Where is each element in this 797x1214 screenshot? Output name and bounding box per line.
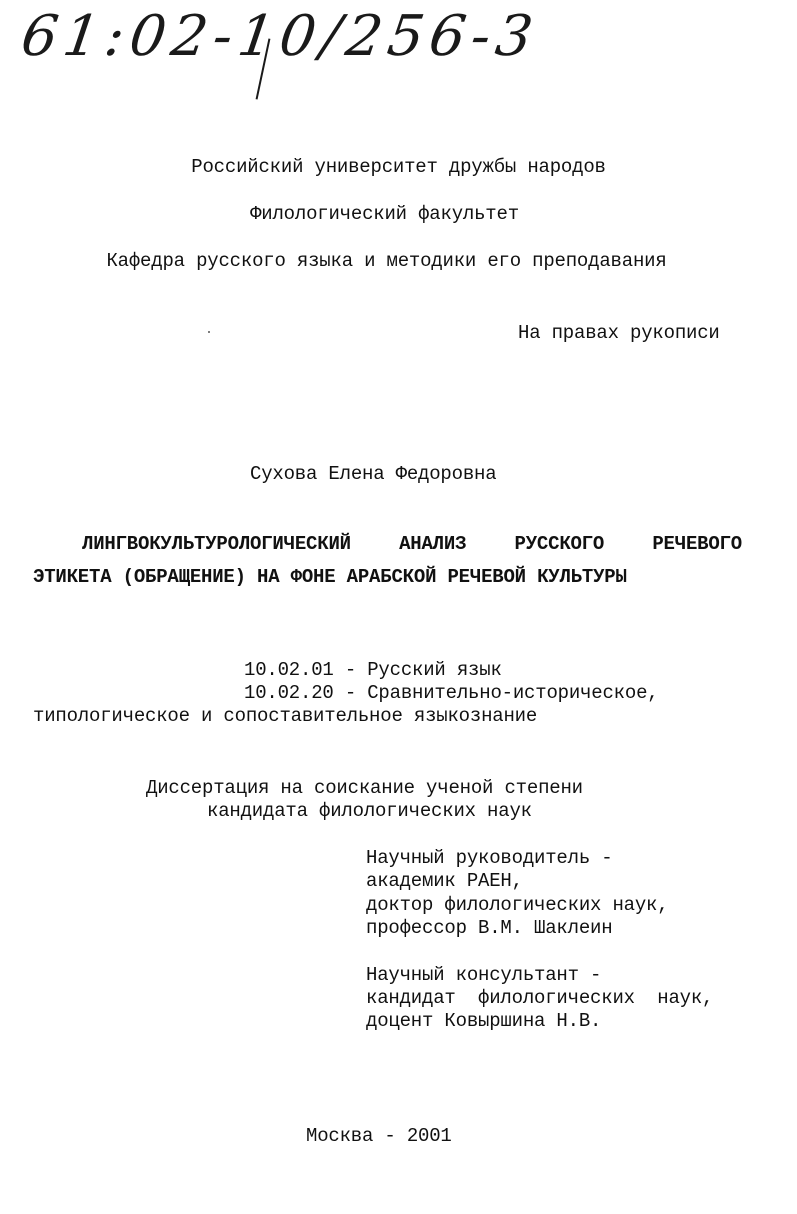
- title-word: РЕЧЕВОГО: [652, 533, 742, 555]
- supervisor-degree: доктор филологических наук,: [366, 894, 669, 916]
- university-name: Российский университет дружбы народов: [191, 156, 606, 178]
- author-name: Сухова Елена Федоровна: [250, 463, 497, 485]
- supervisor-title: академик РАЕН,: [366, 870, 523, 892]
- consultant-degree: кандидат филологических наук,: [366, 987, 714, 1009]
- thesis-title-line-2: ЭТИКЕТА (ОБРАЩЕНИЕ) НА ФОНЕ АРАБСКОЙ РЕЧЕВОЙ КУЛЬТУРЫ: [33, 566, 627, 588]
- department-name: Кафедра русского языка и методики его преподавания: [106, 250, 667, 272]
- title-word: ЛИНГВОКУЛЬТУРОЛОГИЧЕСКИЙ: [82, 533, 351, 555]
- degree-line-1: Диссертация на соискание ученой степени: [146, 777, 583, 799]
- consultant-label: Научный консультант -: [366, 964, 602, 986]
- archive-number-handwritten: 61:02-10/256-3: [17, 4, 543, 69]
- city-and-year: Москва - 2001: [306, 1125, 452, 1147]
- consultant-name: доцент Ковыршина Н.В.: [366, 1010, 602, 1032]
- specialty-code-2: 10.02.20 - Сравнительно-историческое,: [244, 682, 659, 704]
- degree-line-2: кандидата филологических наук: [207, 800, 532, 822]
- faculty-name: Филологический факультет: [250, 203, 519, 225]
- thesis-title-line-1: [82, 535, 742, 554]
- title-word: РУССКОГО: [514, 533, 605, 555]
- title-word: АНАЛИЗ: [399, 533, 467, 555]
- supervisor-name: профессор В.М. Шаклеин: [366, 917, 613, 939]
- scan-speck: [208, 331, 210, 333]
- manuscript-note: На правах рукописи: [518, 322, 720, 344]
- specialty-code-1: 10.02.01 - Русский язык: [244, 659, 502, 681]
- supervisor-label: Научный руководитель -: [366, 847, 613, 869]
- specialty-code-2-continued: типологическое и сопоставительное языкознание: [33, 705, 538, 727]
